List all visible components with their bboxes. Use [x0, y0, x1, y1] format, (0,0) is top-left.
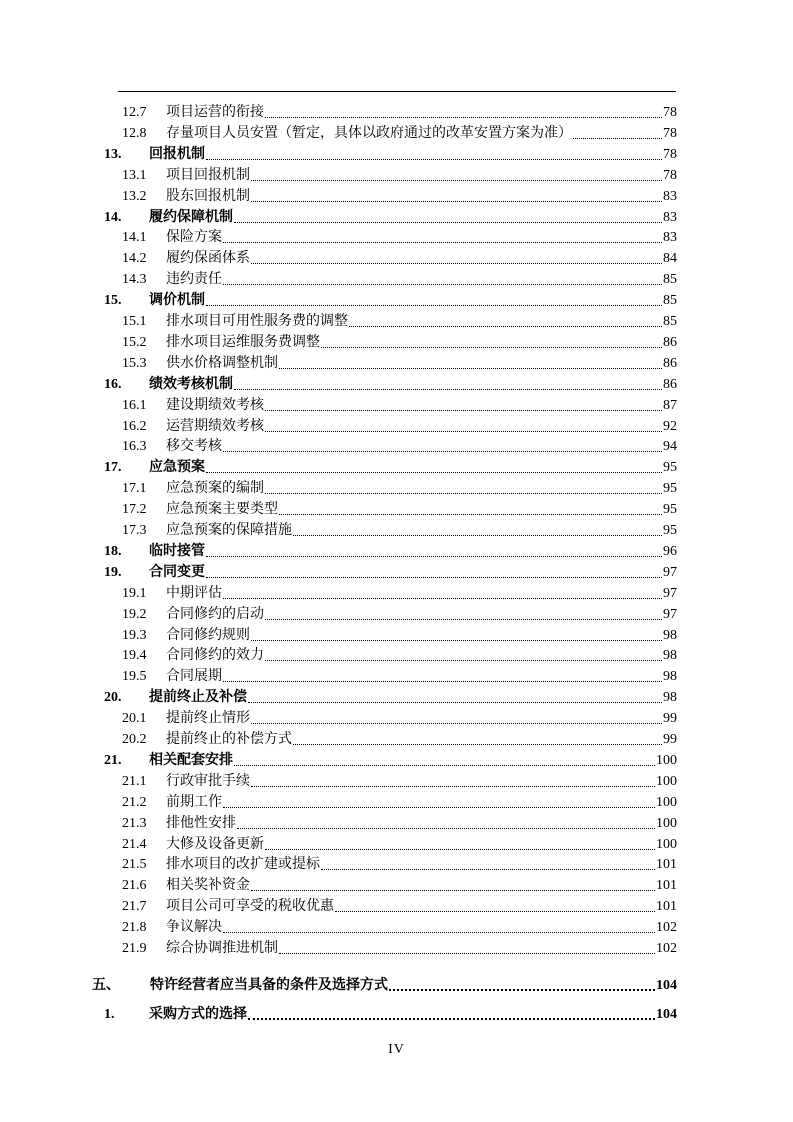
toc-entry[interactable] — [104, 1002, 677, 1023]
toc-leader-dots — [251, 262, 662, 264]
toc-entry-number: 15.1 — [122, 314, 147, 329]
toc-entry-number: 18. — [104, 543, 122, 559]
toc-entry-page: 100 — [656, 794, 677, 810]
toc-entry-number: 16.1 — [122, 397, 147, 413]
toc-entry-number: 21.9 — [122, 941, 147, 956]
toc-entry-title: 合同修约的效力 — [166, 648, 264, 664]
toc-entry[interactable] — [104, 205, 677, 226]
toc-leader-dots — [251, 179, 662, 181]
toc-entry-page: 99 — [663, 711, 677, 727]
toc-entry[interactable] — [122, 894, 677, 915]
header-rule — [118, 91, 676, 92]
toc-entry-title: 排水项目可用性服务费的调整 — [166, 314, 348, 329]
toc-entry-page: 78 — [663, 167, 677, 183]
toc-entry[interactable] — [92, 973, 677, 994]
toc-entry-title: 项目公司可享受的税收优惠 — [166, 899, 334, 915]
toc-entry-page: 97 — [663, 564, 677, 580]
toc-entry-number: 13. — [104, 146, 122, 162]
toc-entry-title: 提前终止的补偿方式 — [166, 732, 292, 747]
toc-entry[interactable] — [122, 811, 677, 832]
toc-entry[interactable] — [122, 184, 677, 205]
toc-entry[interactable] — [104, 288, 677, 309]
toc-entry[interactable] — [122, 246, 677, 267]
toc-entry-number: 1. — [104, 1006, 115, 1022]
toc-entry-page: 100 — [656, 836, 677, 852]
toc-entry-title: 应急预案主要类型 — [166, 502, 278, 518]
toc-entry-number: 14. — [104, 209, 122, 225]
toc-entry[interactable] — [122, 643, 677, 664]
toc-entry-number: 五、 — [92, 977, 120, 993]
toc-entry-page: 97 — [663, 585, 677, 601]
toc-entry-page: 98 — [663, 669, 677, 685]
toc-entry[interactable] — [122, 936, 677, 957]
toc-entry-page: 97 — [663, 606, 677, 622]
toc-entry-page: 83 — [663, 209, 677, 225]
toc-entry-number: 17. — [104, 460, 122, 476]
toc-leader-dots — [265, 659, 662, 661]
toc-entry[interactable] — [122, 393, 677, 414]
toc-leader-dots — [293, 534, 662, 536]
toc-entry-title: 大修及设备更新 — [166, 836, 264, 852]
toc-entry-title: 项目运营的衔接 — [166, 105, 264, 120]
toc-entry-title: 提前终止情形 — [166, 711, 250, 727]
toc-entry-page: 99 — [663, 732, 677, 747]
toc-entry-title: 相关配套安排 — [149, 752, 233, 768]
toc-leader-dots — [265, 409, 662, 411]
toc-leader-dots — [335, 910, 655, 912]
toc-entry-page: 98 — [663, 627, 677, 643]
toc-entry-title: 排水项目的改扩建或提标 — [166, 857, 320, 873]
toc-leader-dots — [223, 241, 662, 243]
toc-entry-title: 合同修约规则 — [166, 627, 250, 643]
toc-leader-dots — [389, 988, 655, 991]
toc-entry[interactable] — [122, 727, 677, 748]
toc-entry-number: 16.2 — [122, 418, 147, 434]
toc-entry-title: 争议解决 — [166, 920, 222, 936]
toc-entry[interactable] — [104, 142, 677, 163]
toc-entry-page: 95 — [663, 502, 677, 518]
toc-entry[interactable] — [122, 351, 677, 372]
toc-entry-number: 17.1 — [122, 481, 147, 497]
toc-entry-page: 100 — [656, 773, 677, 789]
toc-entry[interactable] — [104, 748, 677, 769]
toc-entry-number: 21.4 — [122, 836, 147, 852]
toc-entry-title: 供水价格调整机制 — [166, 355, 278, 371]
toc-entry[interactable] — [104, 685, 677, 706]
toc-entry-number: 14.1 — [122, 230, 147, 246]
toc-leader-dots — [206, 471, 662, 473]
toc-entry[interactable] — [122, 706, 677, 727]
toc-entry-page: 104 — [656, 1006, 677, 1022]
toc-entry[interactable] — [122, 832, 677, 853]
toc-entry-page: 100 — [656, 752, 677, 768]
toc-entry-number: 21.8 — [122, 920, 147, 936]
toc-entry[interactable] — [122, 581, 677, 602]
toc-entry-title: 行政审批手续 — [166, 773, 250, 789]
toc-entry[interactable] — [122, 518, 677, 539]
toc-leader-dots — [349, 325, 662, 327]
toc-entry[interactable] — [122, 309, 677, 330]
toc-entry[interactable] — [122, 330, 677, 351]
toc-entry-page: 86 — [663, 334, 677, 350]
toc-entry[interactable] — [122, 225, 677, 246]
toc-entry-title: 排他性安排 — [166, 815, 236, 831]
toc-leader-dots — [206, 555, 662, 557]
toc-entry[interactable] — [122, 434, 677, 455]
toc-leader-dots — [223, 597, 662, 599]
toc-leader-dots — [265, 848, 655, 850]
toc-entry-number: 21.6 — [122, 878, 147, 894]
toc-leader-dots — [234, 764, 655, 766]
toc-entry-number: 21.1 — [122, 773, 147, 789]
toc-entry[interactable] — [122, 873, 677, 894]
toc-entry-number: 15. — [104, 293, 122, 309]
toc-entry-page: 85 — [663, 272, 677, 288]
toc-entry[interactable] — [122, 852, 677, 873]
toc-leader-dots — [234, 388, 662, 390]
toc-entry-page: 78 — [663, 105, 677, 120]
toc-entry-number: 17.3 — [122, 523, 147, 538]
toc-entry-number: 14.2 — [122, 251, 147, 267]
toc-entry-page: 98 — [663, 648, 677, 664]
toc-entry-number: 21.7 — [122, 899, 147, 915]
toc-entry-page: 78 — [663, 125, 677, 141]
toc-entry-page: 78 — [663, 146, 677, 162]
toc-entry-number: 12.8 — [122, 125, 147, 141]
toc-entry-title: 运营期绩效考核 — [166, 418, 264, 434]
toc-entry-title: 合同修约的启动 — [166, 606, 264, 622]
toc-entry-title: 采购方式的选择 — [149, 1006, 247, 1022]
toc-entry-title: 应急预案 — [149, 460, 205, 476]
toc-entry-number: 21.3 — [122, 815, 147, 831]
toc-entry-page: 95 — [663, 523, 677, 538]
toc-leader-dots — [251, 639, 662, 641]
toc-entry-number: 21. — [104, 752, 122, 768]
toc-entry-page: 102 — [656, 920, 677, 936]
toc-leader-dots — [265, 116, 662, 118]
toc-entry-title: 合同变更 — [149, 564, 205, 580]
toc-entry-page: 95 — [663, 481, 677, 497]
toc-entry-page: 101 — [656, 878, 677, 894]
toc-entry-page: 96 — [663, 543, 677, 559]
toc-entry-page: 101 — [656, 857, 677, 873]
toc-entry[interactable] — [122, 915, 677, 936]
toc-entry-title: 建设期绩效考核 — [166, 397, 264, 413]
toc-entry-number: 20. — [104, 690, 122, 706]
toc-entry-page: 102 — [656, 941, 677, 956]
toc-leader-dots — [206, 304, 662, 306]
toc-entry-page: 84 — [663, 251, 677, 267]
toc-entry-number: 19.2 — [122, 606, 147, 622]
toc-entry[interactable] — [122, 414, 677, 435]
toc-entry-title: 项目回报机制 — [166, 167, 250, 183]
toc-entry-title: 保险方案 — [166, 230, 222, 246]
toc-entry-title: 前期工作 — [166, 794, 222, 810]
toc-entry-page: 87 — [663, 397, 677, 413]
toc-entry-number: 20.1 — [122, 711, 147, 727]
toc-entry-title: 临时接管 — [149, 543, 205, 559]
toc-entry[interactable] — [122, 790, 677, 811]
toc-leader-dots — [237, 827, 655, 829]
toc-entry-page: 94 — [663, 439, 677, 455]
toc-entry-title: 相关奖补资金 — [166, 878, 250, 894]
toc-leader-dots — [223, 450, 662, 452]
toc-entry-page: 86 — [663, 376, 677, 392]
toc-entry[interactable] — [122, 497, 677, 518]
toc-entry-title: 提前终止及补偿 — [149, 690, 247, 706]
toc-entry[interactable] — [122, 664, 677, 685]
toc-entry-number: 19.3 — [122, 627, 147, 643]
toc-entry-page: 85 — [663, 314, 677, 329]
toc-leader-dots — [279, 367, 662, 369]
toc-entry-title: 移交考核 — [166, 439, 222, 455]
toc-entry-title: 调价机制 — [149, 293, 205, 309]
toc-entry-title: 综合协调推进机制 — [166, 941, 278, 956]
toc-leader-dots — [293, 743, 662, 745]
toc-entry-number: 14.3 — [122, 272, 147, 288]
toc-entry-page: 83 — [663, 188, 677, 204]
toc-entry-number: 19.5 — [122, 669, 147, 685]
toc-entry-number: 19. — [104, 564, 122, 580]
toc-entry[interactable] — [104, 539, 677, 560]
toc-entry-page: 100 — [656, 815, 677, 831]
toc-entry-page: 104 — [656, 977, 677, 993]
toc-entry-number: 16.3 — [122, 439, 147, 455]
toc-leader-dots — [251, 785, 655, 787]
toc-entry-title: 存量项目人员安置（暂定，具体以政府通过的改革安置方案为准） — [166, 125, 572, 141]
toc-leader-dots — [251, 889, 655, 891]
toc-entry-title: 履约保函体系 — [166, 251, 250, 267]
toc-entry-title: 应急预案的保障措施 — [166, 523, 292, 538]
toc-entry[interactable] — [122, 267, 677, 288]
toc-entry-number: 20.2 — [122, 732, 147, 747]
toc-leader-dots — [248, 1017, 655, 1020]
toc-entry[interactable] — [122, 476, 677, 497]
toc-entry[interactable] — [122, 623, 677, 644]
toc-entry-number: 16. — [104, 376, 122, 392]
toc-entry-number: 21.5 — [122, 857, 147, 873]
toc-entry-title: 违约责任 — [166, 272, 222, 288]
toc-leader-dots — [279, 513, 662, 515]
toc-entry-title: 特许经营者应当具备的条件及选择方式 — [150, 977, 388, 993]
toc-entry[interactable] — [104, 372, 677, 393]
toc-leader-dots — [223, 931, 655, 933]
toc-entry[interactable] — [122, 100, 677, 121]
toc-entry-title: 中期评估 — [166, 585, 222, 601]
toc-leader-dots — [265, 430, 662, 432]
toc-entry-number: 13.1 — [122, 167, 147, 183]
toc-entry[interactable] — [122, 121, 677, 142]
toc-entry-title: 股东回报机制 — [166, 188, 250, 204]
toc-entry[interactable] — [104, 560, 677, 581]
toc-entry-page: 83 — [663, 230, 677, 246]
toc-leader-dots — [223, 806, 655, 808]
toc-entry-number: 21.2 — [122, 794, 147, 810]
toc-entry-title: 绩效考核机制 — [149, 376, 233, 392]
toc-entry-page: 98 — [663, 690, 677, 706]
toc-leader-dots — [279, 952, 655, 954]
toc-entry-page: 92 — [663, 418, 677, 434]
toc-entry-title: 合同展期 — [166, 669, 222, 685]
toc-leader-dots — [573, 137, 662, 139]
toc-leader-dots — [223, 680, 662, 682]
toc-entry-number: 19.1 — [122, 585, 147, 601]
toc-entry-title: 排水项目运维服务费调整 — [166, 334, 320, 350]
toc-entry-title: 回报机制 — [149, 146, 205, 162]
toc-entry[interactable] — [122, 602, 677, 623]
toc-entry[interactable] — [104, 455, 677, 476]
page-number: IV — [388, 1042, 405, 1057]
toc-leader-dots — [223, 283, 662, 285]
toc-entry-page: 101 — [656, 899, 677, 915]
toc-entry-number: 12.7 — [122, 105, 147, 120]
toc-entry-number: 15.2 — [122, 334, 147, 350]
toc-entry-page: 95 — [663, 460, 677, 476]
toc-entry[interactable] — [122, 769, 677, 790]
toc-leader-dots — [248, 701, 662, 703]
toc-entry[interactable] — [122, 163, 677, 184]
toc-entry-title: 履约保障机制 — [149, 209, 233, 225]
toc-leader-dots — [251, 200, 662, 202]
toc-entry-title: 应急预案的编制 — [166, 481, 264, 497]
toc-leader-dots — [206, 576, 662, 578]
toc-entry-number: 15.3 — [122, 355, 147, 371]
toc-entry-page: 86 — [663, 355, 677, 371]
toc-leader-dots — [321, 346, 662, 348]
toc-leader-dots — [206, 158, 662, 160]
toc-entry-number: 17.2 — [122, 502, 147, 518]
toc-leader-dots — [251, 722, 662, 724]
toc-entry-page: 85 — [663, 293, 677, 309]
toc-entry-number: 19.4 — [122, 648, 147, 664]
toc-leader-dots — [265, 492, 662, 494]
toc-leader-dots — [234, 221, 662, 223]
toc-leader-dots — [265, 618, 662, 620]
toc-leader-dots — [321, 868, 655, 870]
toc-entry-number: 13.2 — [122, 188, 147, 204]
